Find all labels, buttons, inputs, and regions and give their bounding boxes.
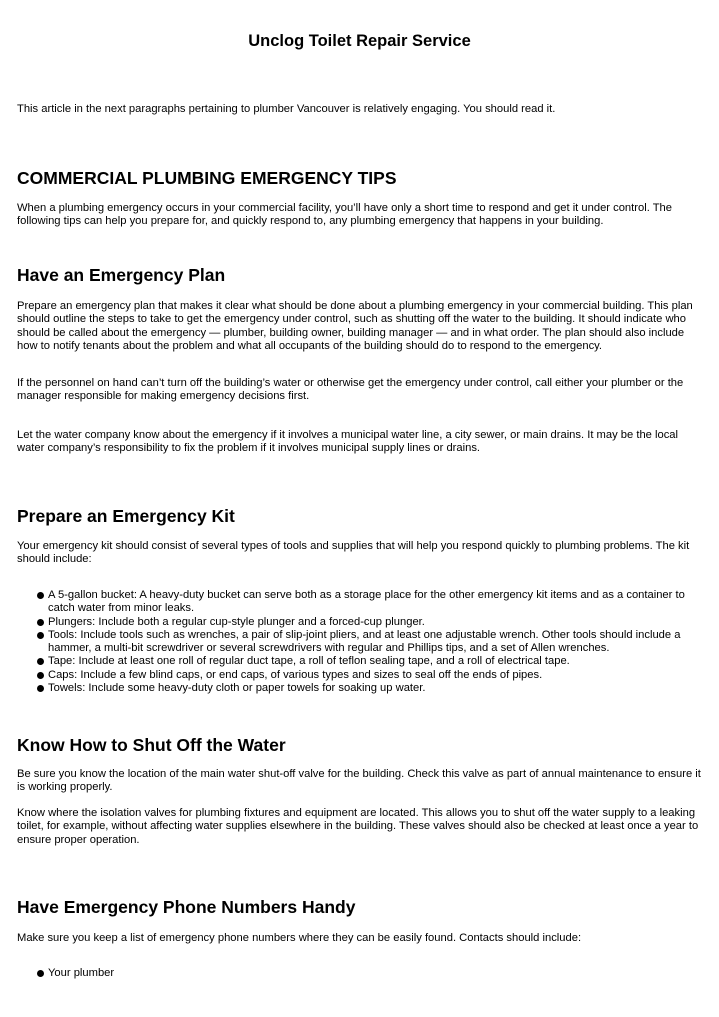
heading-shut-off-water: Know How to Shut Off the Water: [17, 735, 286, 755]
paragraph-plan-1: Prepare an emergency plan that makes it clear what should be done about a plumbing emergency in your commercial building. This plan should outline the steps to take to get the emergency under control, such as shutting off the water to the building. It should indicate who should be called about the emergency — plumber, building owner, building manager — and in what order. The plan should also include how to notify tenants about the problem and what all occupants of the building should do to respond to the emergency.: [17, 300, 693, 352]
paragraph-shutoff-1: Be sure you know the location of the main water shut-off valve for the building. Check this valve as part of annual maintenance to ensure it is working properly.: [17, 768, 701, 794]
contacts-list: [17, 967, 707, 980]
bullet-icon: [37, 632, 44, 639]
paragraph-phone-intro: Make sure you keep a list of emergency phone numbers where they can be easily found. Contacts should include:: [17, 932, 582, 944]
paragraph-plan-3: Let the water company know about the emergency if it involves a municipal water line, a city sewer, or main drains. It may be the local water company’s responsibility to fix the problem if it involves municipal supply lines or drains.: [17, 429, 679, 455]
bullet-icon: [37, 970, 44, 977]
bullet-icon: [37, 672, 44, 679]
list-item: Towels: Include some heavy-duty cloth or paper towels for soaking up water.: [17, 682, 707, 695]
page-title: Unclog Toilet Repair Service: [248, 32, 471, 50]
list-item: Caps: Include a few blind caps, or end caps, of various types and sizes to seal off the ends of pipes.: [17, 669, 707, 682]
paragraph-shutoff-2: Know where the isolation valves for plumbing fixtures and equipment are located. This allows you to shut off the water supply to a leaking toilet, for example, without affecting water supplies elsewhere in the building. These valves should also be checked at least once a year to ensure proper operation.: [17, 807, 699, 846]
heading-phone-numbers: Have Emergency Phone Numbers Handy: [17, 897, 356, 917]
bullet-icon: [37, 658, 44, 665]
heading-commercial-plumbing-tips: COMMERCIAL PLUMBING EMERGENCY TIPS: [17, 168, 397, 188]
heading-emergency-kit: Prepare an Emergency Kit: [17, 506, 235, 526]
bullet-icon: [37, 592, 44, 599]
intro-paragraph: This article in the next paragraphs pertaining to plumber Vancouver is relatively engaging. You should read it.: [17, 103, 556, 115]
paragraph-plan-2: If the personnel on hand can’t turn off the building’s water or otherwise get the emergency under control, call either your plumber or the manager responsible for making emergency decisions first.: [17, 377, 684, 403]
list-item: Plungers: Include both a regular cup-style plunger and a forced-cup plunger.: [17, 616, 707, 629]
bullet-icon: [37, 685, 44, 692]
bullet-icon: [37, 619, 44, 626]
list-item: Your plumber: [17, 967, 707, 980]
list-item: Tools: Include tools such as wrenches, a pair of slip-joint pliers, and at least one adjustable wrench. Other tools should include a hammer, a multi-bit screwdriver or several screwdrivers with regular and Phillips tips, and a set of Allen wrenches.: [17, 629, 707, 656]
paragraph-kit-intro: Your emergency kit should consist of several types of tools and supplies that will help you respond quickly to plumbing problems. The kit should include:: [17, 540, 690, 566]
list-item: A 5-gallon bucket: A heavy-duty bucket can serve both as a storage place for the other emergency kit items and as a container to catch water from minor leaks.: [17, 589, 707, 616]
paragraph-commercial-intro: When a plumbing emergency occurs in your commercial facility, you’ll have only a short time to respond and get it under control. The following tips can help you prepare for, and quickly respond to, any plumbing emergency that happens in your building.: [17, 202, 672, 228]
heading-emergency-plan: Have an Emergency Plan: [17, 265, 226, 285]
kit-list: [17, 589, 707, 695]
list-item: Tape: Include at least one roll of regular duct tape, a roll of teflon sealing tape, and a roll of electrical tape.: [17, 655, 707, 668]
